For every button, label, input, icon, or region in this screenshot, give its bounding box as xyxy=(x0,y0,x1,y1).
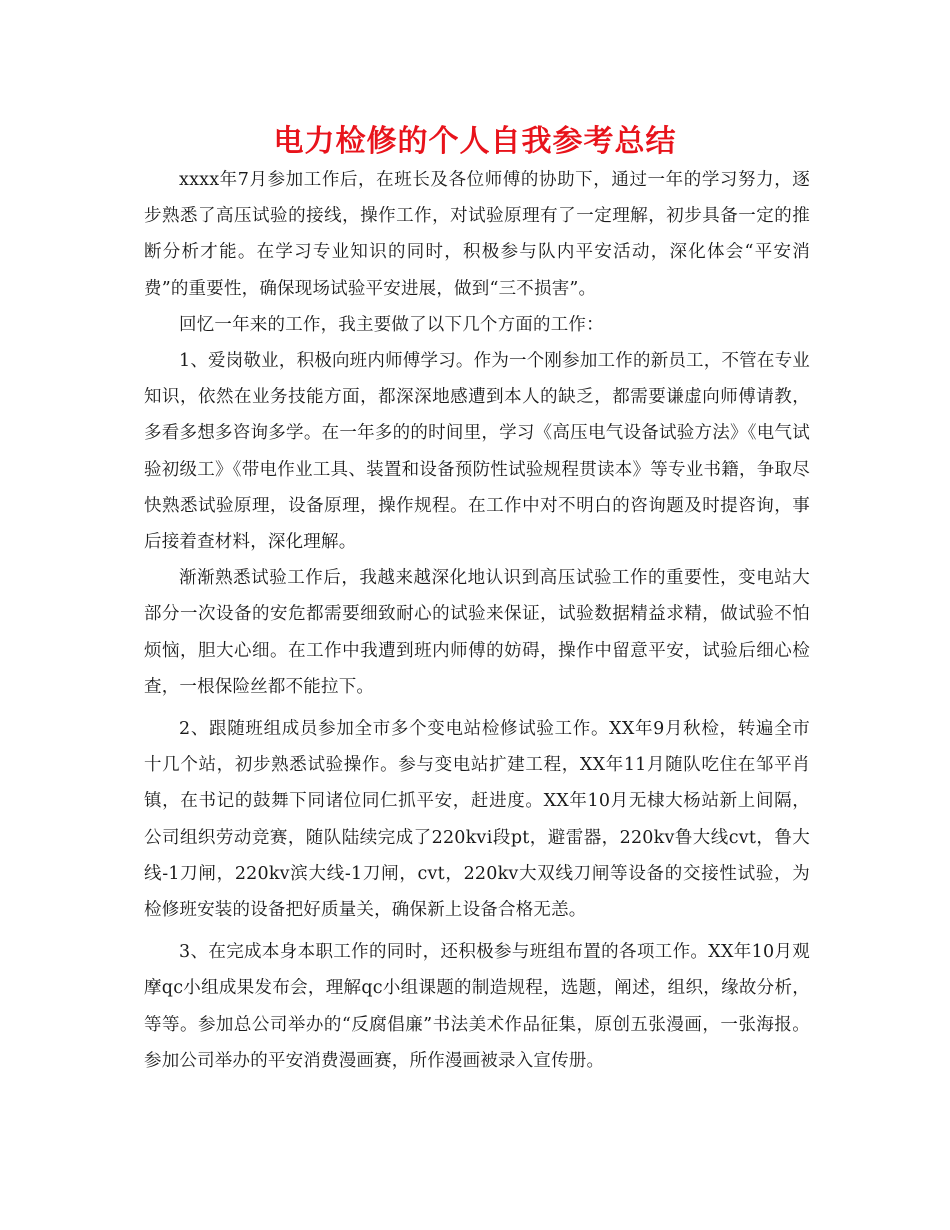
paragraph-intro: xxxx年7月参加工作后，在班长及各位师傅的协助下，通过一年的学习努力，逐步熟悉了高压试验的接线，操作工作，对试验原理有了一定理解，初步具备一定的推断分析才能。在学习专业知识的同时，积极参与队内平安活动，深化体会“平安消费”的重要性，确保现场试验平安进展，做到“三不损害”。 xyxy=(144,170,810,299)
paragraph-item-1: 1、爱岗敬业，积极向班内师傅学习。作为一个刚参加工作的新员工，不管在专业知识，依然在业务技能方面，都深深地感遭到本人的缺乏，都需要谦虚向师傅请教，多看多想多咨询多学。在一年多的的时间里，学习《高压电气设备试验方法》《电气试验初级工》《带电作业工具、装置和设备预防性试验规程贯读本》等专业书籍，争取尽快熟悉试验原理，设备原理，操作规程。在工作中对不明白的咨询题及时提咨询，事后接着查材料，深化理解。 xyxy=(144,351,810,553)
paragraph-item-1-continued: 渐渐熟悉试验工作后，我越来越深化地认识到高压试验工作的重要性，变电站大部分一次设备的安危都需要细致耐心的试验来保证，试验数据精益求精，做试验不怕烦恼，胆大心细。在工作中我遭到班内师傅的妨碍，操作中留意平安，试验后细心检查，一根保险丝都不能拉下。 xyxy=(144,568,810,697)
paragraph-item-3: 3、在完成本身本职工作的同时，还积极参与班组布置的各项工作。XX年10月观摩qc小组成果发布会，理解qc小组课题的制造规程，选题，阐述，组织，缘故分析，等等。参加总公司举办的“反腐倡廉”书法美术作品征集，原创五张漫画，一张海报。参加公司举办的平安消费漫画赛，所作漫画被录入宣传册。 xyxy=(144,942,810,1071)
paragraph-review: 回忆一年来的工作，我主要做了以下几个方面的工作： xyxy=(179,314,604,335)
document-body xyxy=(144,162,810,1079)
paragraph-item-2: 2、跟随班组成员参加全市多个变电站检修试验工作。XX年9月秋检，转遍全市十几个站，初步熟悉试验操作。参与变电站扩建工程，XX年11月随队吃住在邹平肖镇，在书记的鼓舞下同诸位同仁抓平安，赶进度。XX年10月无棣大杨站新上间隔，公司组织劳动竞赛，随队陆续完成了220kvⅰ段pt，避雷器，220kv鲁大线cvt，鲁大线-1刀闸，220kv滨大线-1刀闸，cvt，220kv大双线刀闸等设备的交接性试验，为检修班安装的设备把好质量关，确保新上设备合格无恙。 xyxy=(144,719,810,921)
document-title: 电力检修的个人自我参考总结 xyxy=(273,124,677,159)
